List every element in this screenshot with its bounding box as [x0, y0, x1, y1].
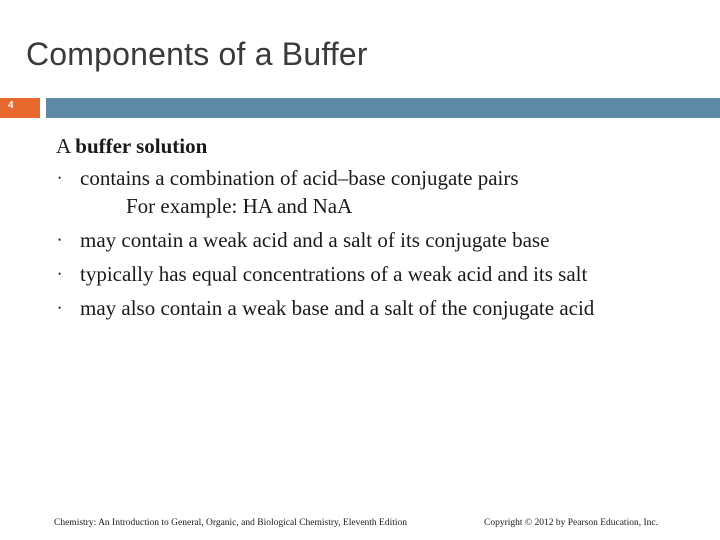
body-heading [56, 132, 696, 160]
bullet-text: may also contain a weak base and a salt of the conjugate acid [80, 296, 595, 320]
bullet-text: typically has equal concentrations of a weak acid and its salt [80, 262, 588, 286]
heading-term: buffer solution [75, 134, 208, 158]
heading-prefix: A [56, 134, 76, 158]
bullet-icon: • [58, 269, 62, 279]
bullet-icon: • [58, 235, 62, 245]
bullet-list [56, 164, 696, 322]
footer-copyright: Copyright © 2012 by Pearson Education, Inc. [484, 518, 658, 528]
footer-book-title: Chemistry: An Introduction to General, Organic, and Biological Chemistry, Eleventh Edition [54, 518, 408, 528]
slide-number-badge [0, 98, 40, 118]
header-bar [46, 98, 720, 118]
slide-body [56, 132, 696, 328]
bullet-item [56, 164, 696, 220]
bullet-example: For example: HA and NaA [126, 194, 353, 218]
bullet-icon: • [58, 173, 62, 183]
bullet-item [56, 226, 696, 254]
bullet-icon: • [58, 303, 62, 313]
bullet-item [56, 260, 696, 288]
slide-title: Components of a Buffer [26, 36, 368, 72]
bullet-text: contains a combination of acid–base conjugate pairs [80, 166, 519, 190]
bullet-text: may contain a weak acid and a salt of its conjugate base [80, 228, 550, 252]
bullet-item [56, 294, 696, 322]
slide-number: 4 [8, 100, 14, 111]
